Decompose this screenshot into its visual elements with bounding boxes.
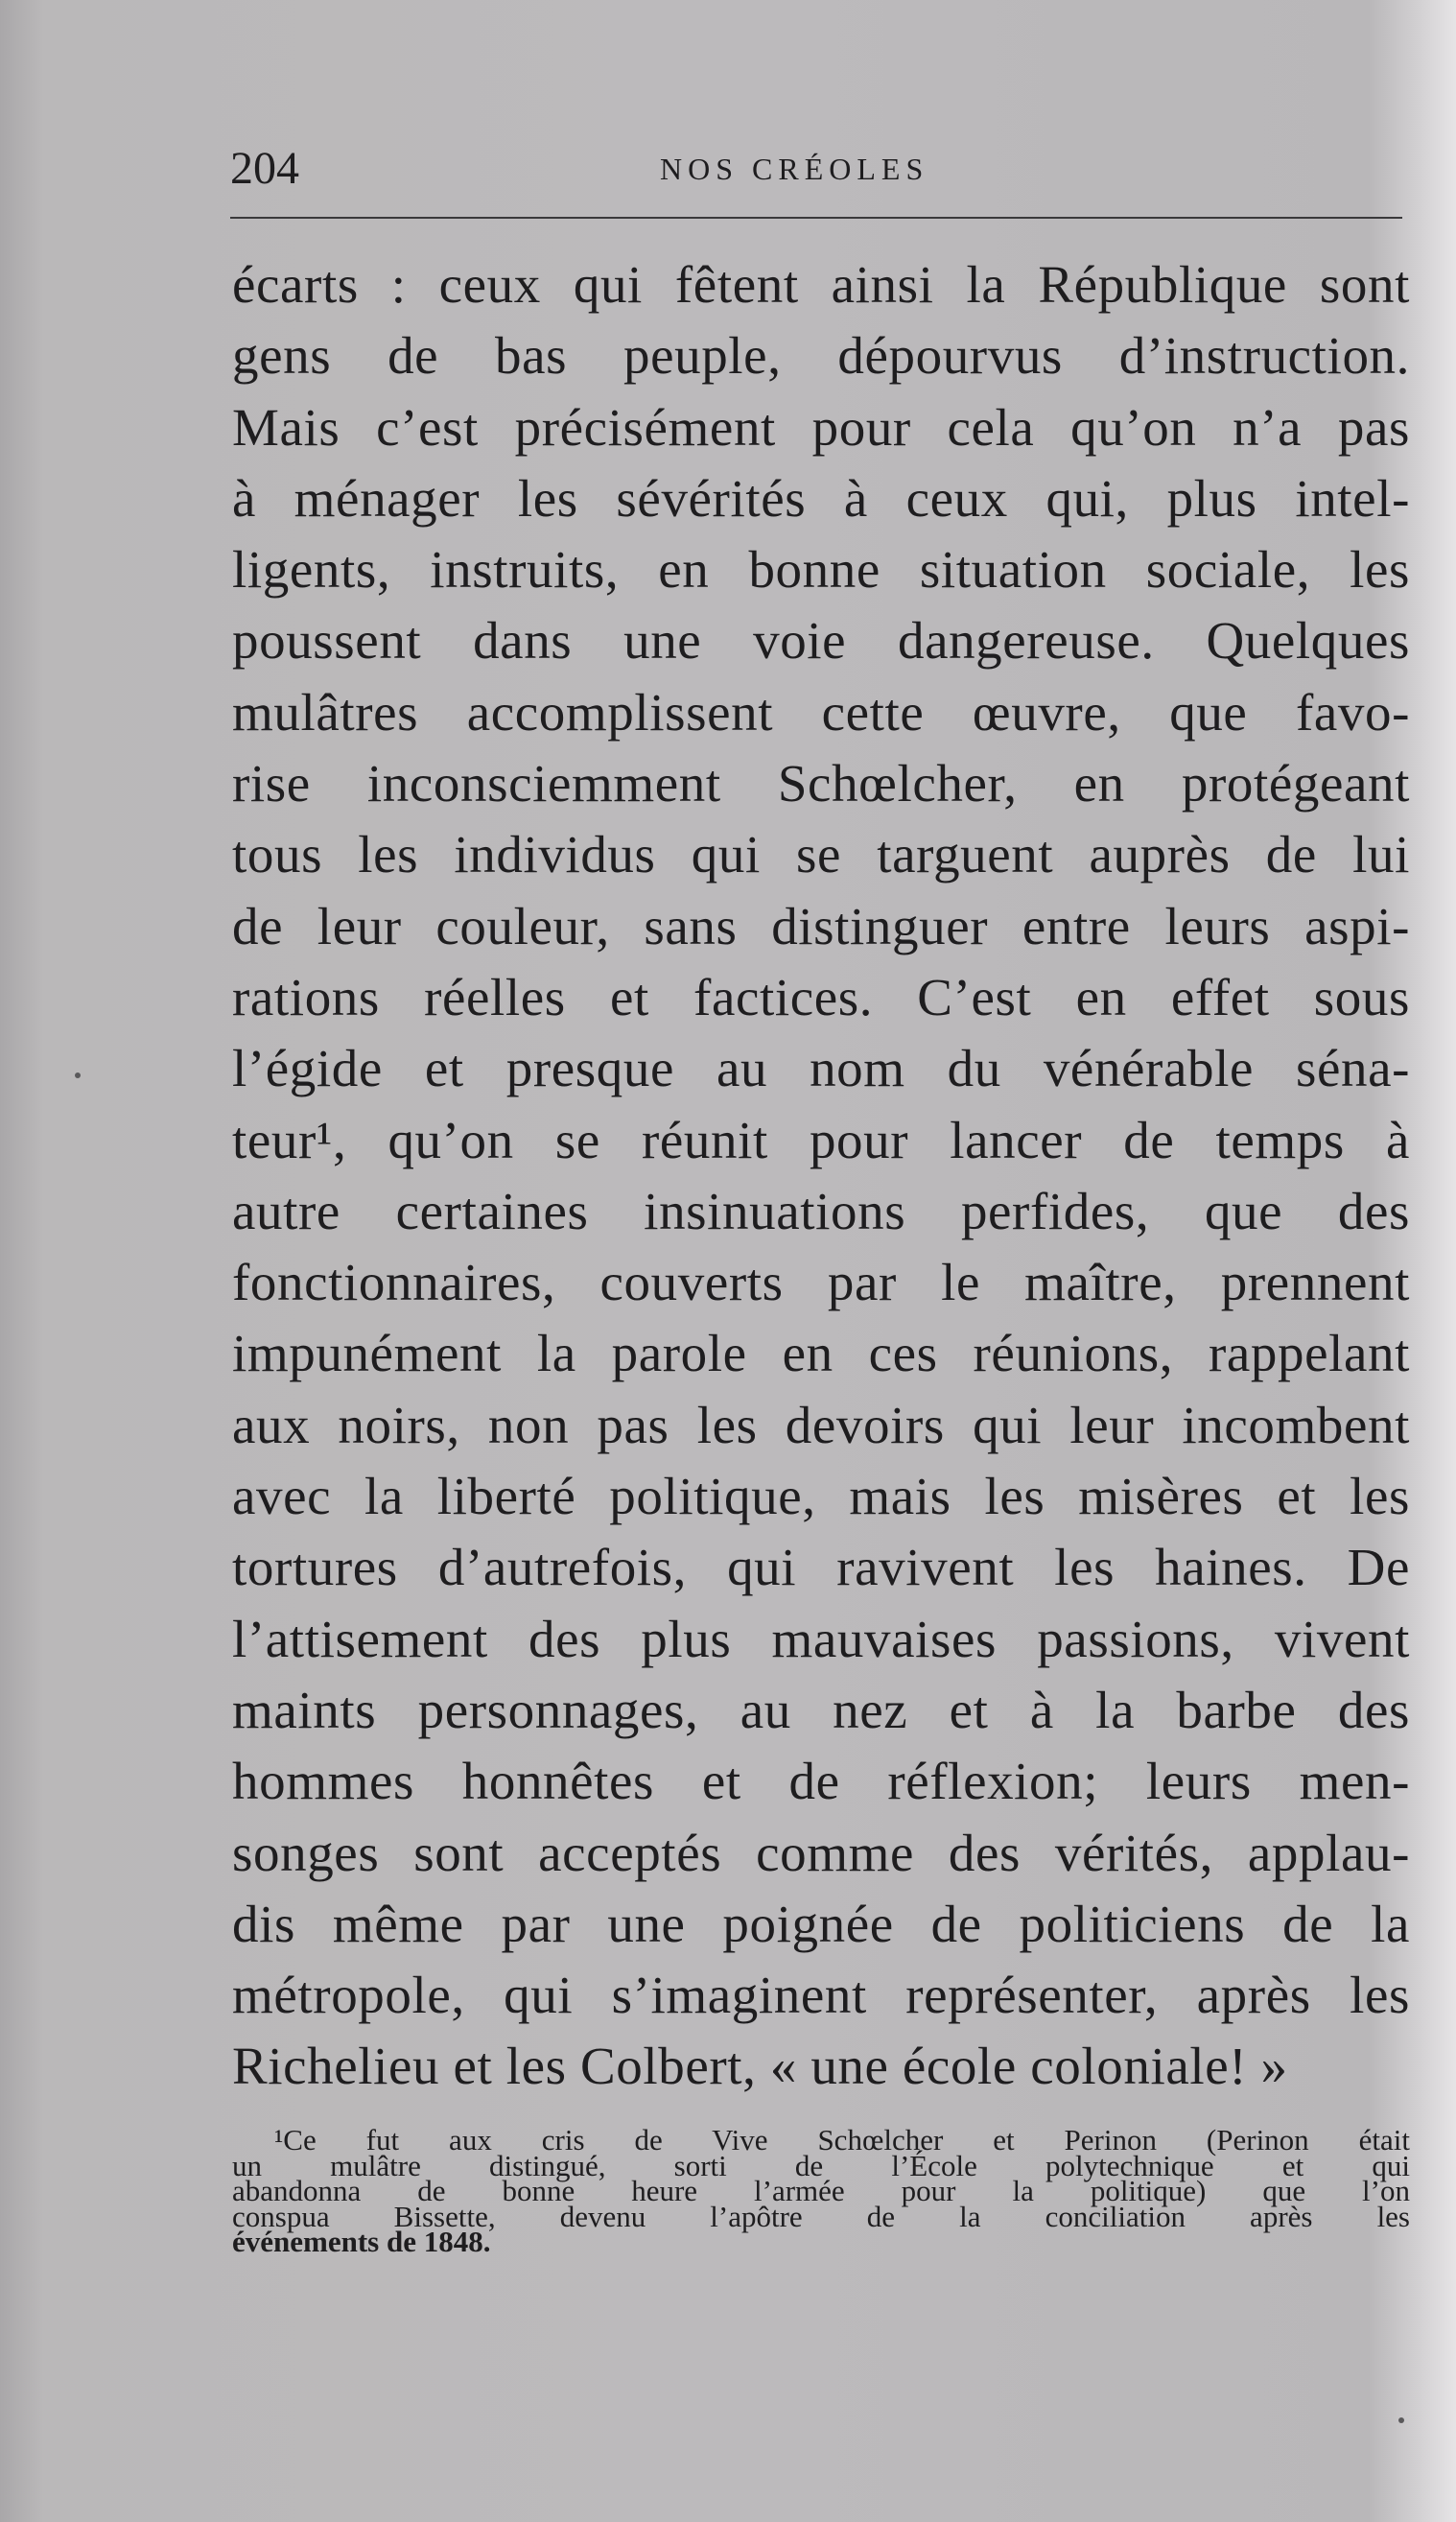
paper-speck	[75, 1072, 81, 1078]
body-line: écarts : ceux qui fêtent ainsi la République sont	[232, 255, 1410, 314]
body-line: ligents, instruits, en bonne situation sociale, les	[232, 540, 1410, 600]
body-line: impunément la parole en ces réunions, rappelant	[232, 1324, 1410, 1383]
body-line: avec la liberté politique, mais les misères et les	[232, 1467, 1410, 1526]
body-line: métropole, qui s’imaginent représenter, après les	[232, 1966, 1410, 2025]
body-line: songes sont acceptés comme des vérités, applau-	[232, 1823, 1410, 1882]
footnote-line: conspua Bissette, devenu l’apôtre de la conciliation après les	[232, 2199, 1410, 2233]
page-header	[230, 134, 1400, 211]
footnote-line: abandonna de bonne heure l’armée pour la politique) que l’on	[232, 2174, 1410, 2207]
body-line: gens de bas peuple, dépourvus d’instruction.	[232, 326, 1410, 386]
body-line: Richelieu et les Colbert, « une école coloniale! »	[232, 2037, 1288, 2096]
body-line: aux noirs, non pas les devoirs qui leur incombent	[232, 1395, 1410, 1454]
page-number: 204	[230, 143, 299, 194]
footnote	[232, 2123, 1410, 2258]
footnote-line: un mulâtre distingué, sorti de l’École polytechnique et qui	[232, 2148, 1410, 2182]
body-text	[232, 249, 1410, 2103]
body-line: l’attisement des plus mauvaises passions, vivent	[232, 1609, 1410, 1668]
body-line: teur¹, qu’on se réunit pour lancer de temps à	[232, 1110, 1410, 1169]
body-line: l’égide et presque au nom du vénérable séna-	[232, 1039, 1410, 1098]
paper-speck	[1398, 2417, 1404, 2423]
body-line: Mais c’est précisément pour cela qu’on n’a pas	[232, 397, 1410, 457]
body-line: de leur couleur, sans distinguer entre leurs aspi-	[232, 896, 1410, 955]
body-line: à ménager les sévérités à ceux qui, plus intel-	[232, 468, 1410, 528]
footnote-line: événements de 1848.	[232, 2225, 491, 2258]
body-line: dis même par une poignée de politiciens de la	[232, 1894, 1410, 1953]
body-line: autre certaines insinuations perfides, que des	[232, 1181, 1410, 1240]
body-line: mulâtres accomplissent cette œuvre, que favo-	[232, 682, 1410, 742]
body-line: rise inconsciemment Schœlcher, en protégeant	[232, 754, 1410, 813]
body-line: fonctionnaires, couverts par le maître, prennent	[232, 1253, 1410, 1312]
body-line: tous les individus qui se targuent auprès de lui	[232, 825, 1410, 884]
body-line: tortures d’autrefois, qui ravivent les haines. De	[232, 1538, 1410, 1597]
body-line: poussent dans une voie dangereuse. Quelques	[232, 611, 1410, 671]
header-rule	[230, 217, 1402, 219]
body-line: maints personnages, au nez et à la barbe des	[232, 1680, 1410, 1739]
running-head: NOS CRÉOLES	[660, 152, 929, 186]
footnote-line: ¹Ce fut aux cris de Vive Schœlcher et Perinon (Perinon était	[274, 2123, 1410, 2157]
body-line: rations réelles et factices. C’est en effet sous	[232, 967, 1410, 1026]
body-line: hommes honnêtes et de réflexion; leurs men-	[232, 1752, 1410, 1811]
